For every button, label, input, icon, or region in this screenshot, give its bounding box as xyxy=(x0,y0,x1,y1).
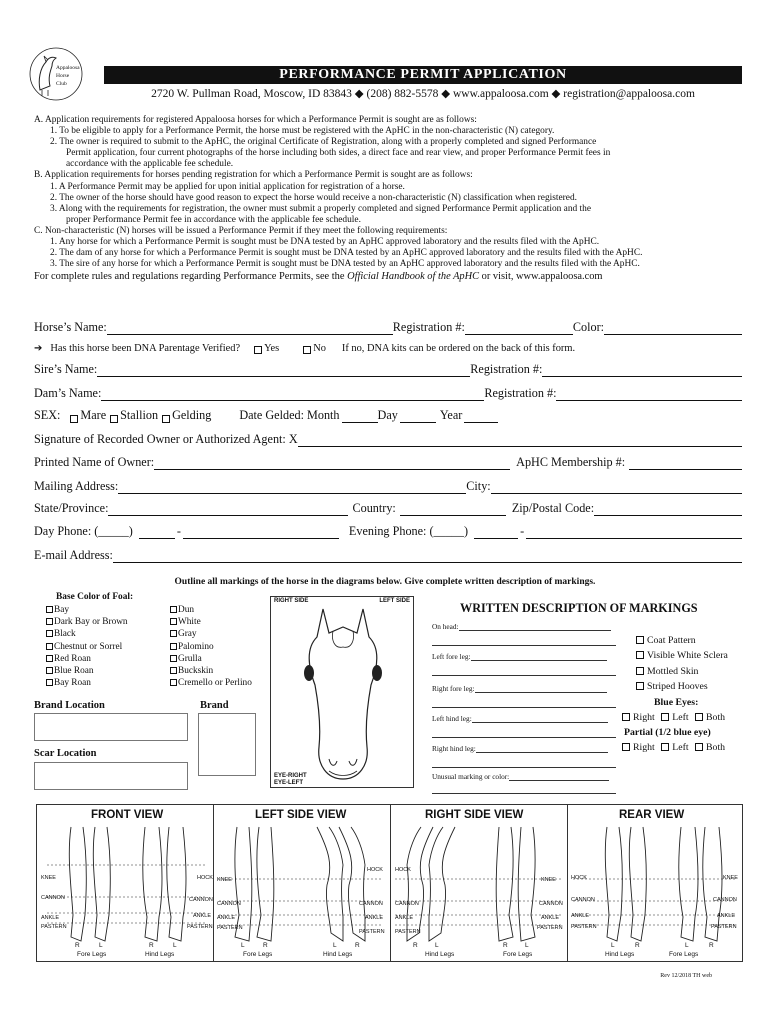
right-label: Right xyxy=(633,712,655,723)
hock-label: HOCK xyxy=(367,867,383,873)
grulla-checkbox[interactable] xyxy=(170,655,177,662)
mailing-label: Mailing Address: xyxy=(34,479,119,493)
foal-option-label: Dark Bay or Brown xyxy=(54,617,128,628)
state-label: State/Province: xyxy=(34,501,109,515)
hind-legs-caption: Hind Legs xyxy=(425,951,455,958)
foal-option-label: Red Roan xyxy=(54,653,91,664)
left-hind-field[interactable] xyxy=(472,715,608,723)
foal-option-label: Dun xyxy=(178,605,195,615)
foal-option[interactable] xyxy=(170,628,252,640)
pattern-label: Visible White Sclera xyxy=(647,650,728,662)
gelded-year-field[interactable] xyxy=(464,410,498,423)
horse-head-outline-icon xyxy=(271,597,413,787)
gelding-checkbox[interactable] xyxy=(162,415,170,423)
email-field[interactable] xyxy=(113,550,742,563)
pattern-option[interactable] xyxy=(636,679,728,694)
eye-left-label: EYE-LEFT xyxy=(274,780,304,786)
gelded-year-label: Year xyxy=(439,408,463,422)
section-b-title: B. Application requirements for horses pending registration for which a Performance Permit is sought are as follows: xyxy=(34,170,473,181)
left-side-label: LEFT SIDE xyxy=(379,598,410,604)
right-side-label: RIGHT SIDE xyxy=(274,598,309,604)
cannon-label: CANNON xyxy=(189,897,213,903)
dam-row xyxy=(34,386,742,401)
dark-bay-checkbox[interactable] xyxy=(46,618,53,625)
cannon-label: CANNON xyxy=(713,897,737,903)
leg-diagrams xyxy=(36,804,743,962)
ankle-label: ANKLE xyxy=(717,913,736,919)
pastern-label: PASTERN xyxy=(187,924,213,930)
day-phone-field[interactable] xyxy=(183,526,339,539)
foal-color-title: Base Color of Foal: xyxy=(56,592,134,602)
evening-phone-field[interactable] xyxy=(526,526,742,539)
pastern-label: PASTERN xyxy=(571,924,597,930)
aphc-logo xyxy=(26,46,90,102)
rear-l-label: L xyxy=(611,942,615,949)
unusual-row xyxy=(432,772,609,781)
striped-hooves-checkbox[interactable] xyxy=(636,682,644,690)
head-marking-line-2[interactable] xyxy=(432,638,616,646)
ankle-label: ANKLE xyxy=(365,915,384,921)
pastern-label: PASTERN xyxy=(395,929,421,935)
rules-text-end: or visit, www.appaloosa.com xyxy=(479,271,603,283)
sire-name-label: Sire’s Name: xyxy=(34,362,98,376)
pattern-option[interactable] xyxy=(636,664,728,679)
gray-checkbox[interactable] xyxy=(170,630,177,637)
ankle-label: ANKLE xyxy=(395,915,414,921)
revision-note: Rev 12/2018 TH web xyxy=(660,973,712,979)
dam-registration-field[interactable] xyxy=(556,388,742,401)
brand-location-label: Brand Location xyxy=(34,700,105,711)
partial-left-checkbox[interactable] xyxy=(661,743,669,751)
left-hind-label: Left hind leg: xyxy=(432,714,472,723)
coat-pattern-checkbox[interactable] xyxy=(636,636,644,644)
left-r-label: R xyxy=(263,942,268,949)
sire-registration-label: Registration #: xyxy=(470,362,543,376)
horse-name-label: Horse’s Name: xyxy=(34,320,107,334)
dna-question: Has this horse been DNA Parentage Verified? xyxy=(50,343,241,354)
fore-legs-caption: Fore Legs xyxy=(243,951,273,958)
cremello-checkbox[interactable] xyxy=(170,679,177,686)
left-fore-label: Left fore leg: xyxy=(432,652,471,661)
right-l-label: L xyxy=(525,942,529,949)
left-fore-row xyxy=(432,652,607,661)
section-a-item-2-cont: Permit application, four current photographs of the horse including both sides, a direct face and rear view, and proper Performance Permit fees in xyxy=(66,148,611,159)
hock-label: HOCK xyxy=(571,875,587,881)
hind-legs-caption: Hind Legs xyxy=(323,951,353,958)
right-hind-label: Right hind leg: xyxy=(432,744,476,753)
dna-row xyxy=(34,343,742,354)
right-hind-field[interactable] xyxy=(476,745,608,753)
city-field[interactable] xyxy=(491,481,742,494)
written-description-title: WRITTEN DESCRIPTION OF MARKINGS xyxy=(460,601,698,615)
signature-field[interactable] xyxy=(298,434,742,447)
stallion-label: Stallion xyxy=(120,408,159,422)
foal-colors-left xyxy=(46,604,128,689)
right-fore-row xyxy=(432,684,607,693)
sire-row xyxy=(34,362,742,377)
section-c-item-2: 2. The dam of any horse for which a Performance Permit is sought must be DNA tested by an ApHC approved laboratory and the results filed with the ApHC. xyxy=(50,248,643,259)
front-l-label: L xyxy=(173,942,177,949)
registration-field[interactable] xyxy=(465,322,573,335)
partial-blue-eye-title: Partial (1/2 blue eye) xyxy=(624,727,711,738)
brand-location-box[interactable] xyxy=(34,713,188,741)
dna-yes-checkbox[interactable] xyxy=(254,346,262,354)
on-head-label: On head: xyxy=(432,622,459,631)
outline-instruction: Outline all markings of the horse in the diagrams below. Give complete written description of markings. xyxy=(174,577,596,587)
front-l-label: L xyxy=(99,942,103,949)
cannon-label: CANNON xyxy=(41,895,65,901)
blue-eye-both-checkbox[interactable] xyxy=(695,713,703,721)
section-b-item-1: 1. A Performance Permit may be applied for upon initial application for registration of a horse. xyxy=(50,181,405,192)
foal-option-label: Buckskin xyxy=(178,666,214,677)
left-r-label: R xyxy=(355,942,360,949)
unusual-label: Unusual marking or color: xyxy=(432,772,510,781)
right-hind-row xyxy=(432,744,608,753)
date-gelded-label: Date Gelded: Month xyxy=(239,408,340,422)
eye-right-label: EYE-RIGHT xyxy=(274,773,307,779)
front-r-label: R xyxy=(149,942,154,949)
left-l-label: L xyxy=(333,942,337,949)
section-a-item-2: 2. The owner is required to submit to the ApHC, the original Certificate of Registration, along with a properly completed and signed Performance xyxy=(50,137,597,148)
cannon-label: CANNON xyxy=(359,901,383,907)
foal-option[interactable] xyxy=(170,665,252,677)
foal-option[interactable] xyxy=(46,604,128,616)
section-a-item-1: 1. To be eligible to apply for a Performance Permit, the horse must be registered with the ApHC in the non-characteristic (N) category. xyxy=(50,126,555,137)
right-hind-line-2[interactable] xyxy=(432,760,616,768)
blue-eyes-row xyxy=(618,712,725,723)
buckskin-checkbox[interactable] xyxy=(170,667,177,674)
fore-legs-caption: Fore Legs xyxy=(669,951,699,958)
black-checkbox[interactable] xyxy=(46,630,53,637)
color-label: Color: xyxy=(572,320,605,334)
pastern-label: PASTERN xyxy=(217,925,243,931)
instructions xyxy=(34,115,746,282)
printed-name-field[interactable] xyxy=(154,457,510,470)
membership-label: ApHC Membership #: xyxy=(516,455,626,469)
handbook-title: Official Handbook of the ApHC xyxy=(347,271,480,283)
palomino-checkbox[interactable] xyxy=(170,643,177,650)
foal-option[interactable] xyxy=(170,677,252,689)
pattern-option[interactable] xyxy=(636,633,728,648)
sex-row xyxy=(34,408,742,423)
right-fore-label: Right fore leg: xyxy=(432,684,475,693)
scar-location-box[interactable] xyxy=(34,762,188,790)
cannon-label: CANNON xyxy=(539,901,563,907)
horse-name-row xyxy=(34,320,742,335)
dam-name-label: Dam’s Name: xyxy=(34,386,102,400)
email-label: E-mail Address: xyxy=(34,548,113,562)
foal-option-label: Cremello or Perlino xyxy=(178,678,252,689)
front-view-title: FRONT VIEW xyxy=(91,809,164,821)
ankle-label: ANKLE xyxy=(541,915,560,921)
foal-option-label: Blue Roan xyxy=(54,666,94,677)
pattern-label: Mottled Skin xyxy=(647,665,699,677)
city-label: City: xyxy=(466,479,491,493)
logo-line-2: Horse xyxy=(56,73,70,79)
left-hind-line-2[interactable] xyxy=(432,730,616,738)
pastern-label: PASTERN xyxy=(537,925,563,931)
red-roan-checkbox[interactable] xyxy=(46,655,53,662)
section-c-title: C. Non-characteristic (N) horses will be issued a Performance Permit if they meet the following requirements: xyxy=(34,225,448,236)
contact-address: 2720 W. Pullman Road, Moscow, ID 83843 ◆ (208) 882-5578 ◆ www.appaloosa.com ◆ registration@appaloosa.com xyxy=(151,88,695,100)
unusual-line-2[interactable] xyxy=(432,786,616,794)
both-label: Both xyxy=(706,742,726,753)
section-a-item-2-cont2: accordance with the applicable fee schedule. xyxy=(66,159,234,170)
both-label: Both xyxy=(706,712,726,723)
mailing-field[interactable] xyxy=(118,481,466,494)
gelded-month-field[interactable] xyxy=(342,410,378,423)
pastern-label: PASTERN xyxy=(359,929,385,935)
email-row xyxy=(34,548,742,563)
brand-label: Brand xyxy=(200,700,229,711)
ankle-label: ANKLE xyxy=(571,913,590,919)
dna-yes-label: Yes xyxy=(264,343,280,354)
foal-option[interactable] xyxy=(46,653,128,665)
registration-label: Registration #: xyxy=(392,320,465,334)
partial-eyes-row xyxy=(618,742,725,753)
fore-legs-caption: Fore Legs xyxy=(77,951,107,958)
evening-phone-prefix[interactable] xyxy=(474,526,518,539)
knee-label: KNEE xyxy=(541,877,556,883)
membership-field[interactable] xyxy=(629,457,742,470)
mailing-row xyxy=(34,479,742,494)
bay-roan-checkbox[interactable] xyxy=(46,679,53,686)
foal-option-label: Grulla xyxy=(178,653,202,664)
head-marking-row xyxy=(432,622,611,631)
foal-option-label: Palomino xyxy=(178,641,214,652)
country-field[interactable] xyxy=(400,503,506,516)
ankle-label: ANKLE xyxy=(193,913,212,919)
rear-r-label: R xyxy=(635,942,640,949)
foal-option[interactable] xyxy=(170,653,252,665)
cannon-label: CANNON xyxy=(395,901,419,907)
gelded-day-field[interactable] xyxy=(400,410,436,423)
front-r-label: R xyxy=(75,942,80,949)
bay-checkbox[interactable] xyxy=(46,606,53,613)
day-phone-label: Day Phone: (_____) xyxy=(34,524,133,538)
blue-eyes-title: Blue Eyes: xyxy=(654,697,699,708)
left-l-label: L xyxy=(241,942,245,949)
section-b-item-3: 3. Along with the requirements for registration, the owner must submit a properly completed and signed Performance Permit application and the xyxy=(50,203,592,214)
pastern-label: PASTERN xyxy=(711,924,737,930)
sire-name-field[interactable] xyxy=(97,364,470,377)
right-side-view-title: RIGHT SIDE VIEW xyxy=(425,809,524,821)
blue-roan-checkbox[interactable] xyxy=(46,667,53,674)
zip-label: Zip/Postal Code: xyxy=(511,501,595,515)
partial-right-checkbox[interactable] xyxy=(622,743,630,751)
dun-checkbox[interactable] xyxy=(170,606,177,613)
signature-label: Signature of Recorded Owner or Authorized Agent: X xyxy=(34,432,298,446)
unusual-field[interactable] xyxy=(509,773,609,781)
left-label: Left xyxy=(672,712,689,723)
gelded-day-label: Day xyxy=(377,408,398,422)
on-head-field[interactable] xyxy=(459,623,611,631)
rear-r-label: R xyxy=(709,942,714,949)
knee-label: KNEE xyxy=(217,877,232,883)
foal-option[interactable] xyxy=(170,616,252,628)
evening-phone-label: Evening Phone: (_____) xyxy=(348,524,469,538)
gelding-label: Gelding xyxy=(172,408,212,422)
color-field[interactable] xyxy=(604,322,742,335)
foal-colors-right xyxy=(170,604,252,689)
logo-line-1: Appaloosa xyxy=(56,65,80,71)
pattern-label: Coat Pattern xyxy=(647,635,696,646)
horse-name-field[interactable] xyxy=(107,322,393,335)
section-c-item-3: 3. The sire of any horse for which a Performance Permit is sought must be DNA tested by an ApHC approved laboratory and the results filed with the ApHC. xyxy=(50,259,640,270)
dna-note: If no, DNA kits can be ordered on the back of this form. xyxy=(341,343,576,354)
right-fore-field[interactable] xyxy=(475,685,607,693)
pattern-label: Striped Hooves xyxy=(647,680,708,692)
foal-option-label: Black xyxy=(54,629,76,640)
zip-field[interactable] xyxy=(594,503,742,516)
page-title: PERFORMANCE PERMIT APPLICATION xyxy=(104,66,742,84)
hock-label: HOCK xyxy=(395,867,411,873)
rear-l-label: L xyxy=(685,942,689,949)
foal-option[interactable] xyxy=(46,641,128,653)
pattern-option[interactable] xyxy=(636,648,728,663)
phone-row: Day Phone: (_____) - Evening Phone: (_____) - xyxy=(34,524,742,539)
mare-checkbox[interactable] xyxy=(70,415,78,423)
day-phone-prefix[interactable] xyxy=(139,526,175,539)
mare-label: Mare xyxy=(80,408,107,422)
foal-option[interactable] xyxy=(46,616,128,628)
foal-option[interactable] xyxy=(170,641,252,653)
cannon-label: CANNON xyxy=(571,897,595,903)
state-row xyxy=(34,501,742,516)
cannon-label: CANNON xyxy=(217,901,241,907)
foal-option-label: Gray xyxy=(178,629,197,640)
ankle-label: ANKLE xyxy=(41,915,60,921)
right-fore-line-2[interactable] xyxy=(432,700,616,708)
hind-legs-caption: Hind Legs xyxy=(145,951,175,958)
section-c-item-1: 1. Any horse for which a Performance Permit is sought must be DNA tested by an ApHC approved laboratory and the results filed with the ApHC. xyxy=(50,237,600,248)
rear-view-title: REAR VIEW xyxy=(619,809,685,821)
rules-text: For complete rules and regulations regarding Performance Permits, see the xyxy=(34,271,348,283)
rules-note xyxy=(34,271,746,282)
foal-option[interactable] xyxy=(46,665,128,677)
hock-label: HOCK xyxy=(197,875,213,881)
scar-location-label: Scar Location xyxy=(34,748,97,759)
foal-option-label: White xyxy=(178,617,201,628)
brand-box[interactable] xyxy=(198,713,256,776)
state-field[interactable] xyxy=(108,503,348,516)
ankle-label: ANKLE xyxy=(217,915,236,921)
white-checkbox[interactable] xyxy=(170,618,177,625)
section-b-item-2: 2. The owner of the horse should have good reason to expect the horse would receive a non-characteristic (N) classification when registered. xyxy=(50,192,577,203)
knee-label: KNEE xyxy=(723,875,738,881)
foal-option[interactable] xyxy=(46,628,128,640)
dna-no-label: No xyxy=(313,343,326,354)
right-r-label: R xyxy=(413,942,418,949)
leg-outlines-icon xyxy=(37,805,742,961)
foal-option-label: Bay xyxy=(54,605,69,615)
printed-name-row xyxy=(34,455,742,470)
foal-option[interactable] xyxy=(170,604,252,616)
signature-row xyxy=(34,432,742,447)
pattern-options xyxy=(636,633,728,694)
left-side-view-title: LEFT SIDE VIEW xyxy=(255,809,347,821)
dna-no-checkbox[interactable] xyxy=(303,346,311,354)
left-label: Left xyxy=(672,742,689,753)
dam-name-field[interactable] xyxy=(101,388,484,401)
right-l-label: L xyxy=(435,942,439,949)
hind-legs-caption: Hind Legs xyxy=(605,951,635,958)
foal-option-label: Bay Roan xyxy=(54,678,91,689)
chestnut-checkbox[interactable] xyxy=(46,643,53,650)
left-fore-field[interactable] xyxy=(471,653,607,661)
stallion-checkbox[interactable] xyxy=(110,415,118,423)
head-diagram[interactable] xyxy=(270,596,414,788)
pastern-label: PASTERN xyxy=(41,924,67,930)
partial-both-checkbox[interactable] xyxy=(695,743,703,751)
country-label: Country: xyxy=(352,501,396,515)
foal-option-label: Chestnut or Sorrel xyxy=(54,641,123,652)
fore-legs-caption: Fore Legs xyxy=(503,951,533,958)
sex-label: SEX: xyxy=(34,408,61,422)
mottled-skin-checkbox[interactable] xyxy=(636,667,644,675)
foal-option[interactable] xyxy=(46,677,128,689)
sire-registration-field[interactable] xyxy=(542,364,742,377)
logo-line-3: Club xyxy=(56,81,67,87)
printed-name-label: Printed Name of Owner: xyxy=(34,455,155,469)
section-a-title: A. Application requirements for registered Appaloosa horses for which a Performance Permit is sought are as follows: xyxy=(34,115,477,125)
section-b-item-3-cont: proper Performance Permit fee in accordance with the applicable fee schedule. xyxy=(66,214,361,225)
left-hind-row xyxy=(432,714,608,723)
right-r-label: R xyxy=(503,942,508,949)
blue-eye-right-checkbox[interactable] xyxy=(622,713,630,721)
left-fore-line-2[interactable] xyxy=(432,668,616,676)
arrow-right-icon: ➔ xyxy=(34,343,43,354)
dam-registration-label: Registration #: xyxy=(484,386,557,400)
blue-eye-left-checkbox[interactable] xyxy=(661,713,669,721)
sclera-checkbox[interactable] xyxy=(636,651,644,659)
knee-label: KNEE xyxy=(41,875,56,881)
right-label: Right xyxy=(633,742,655,753)
